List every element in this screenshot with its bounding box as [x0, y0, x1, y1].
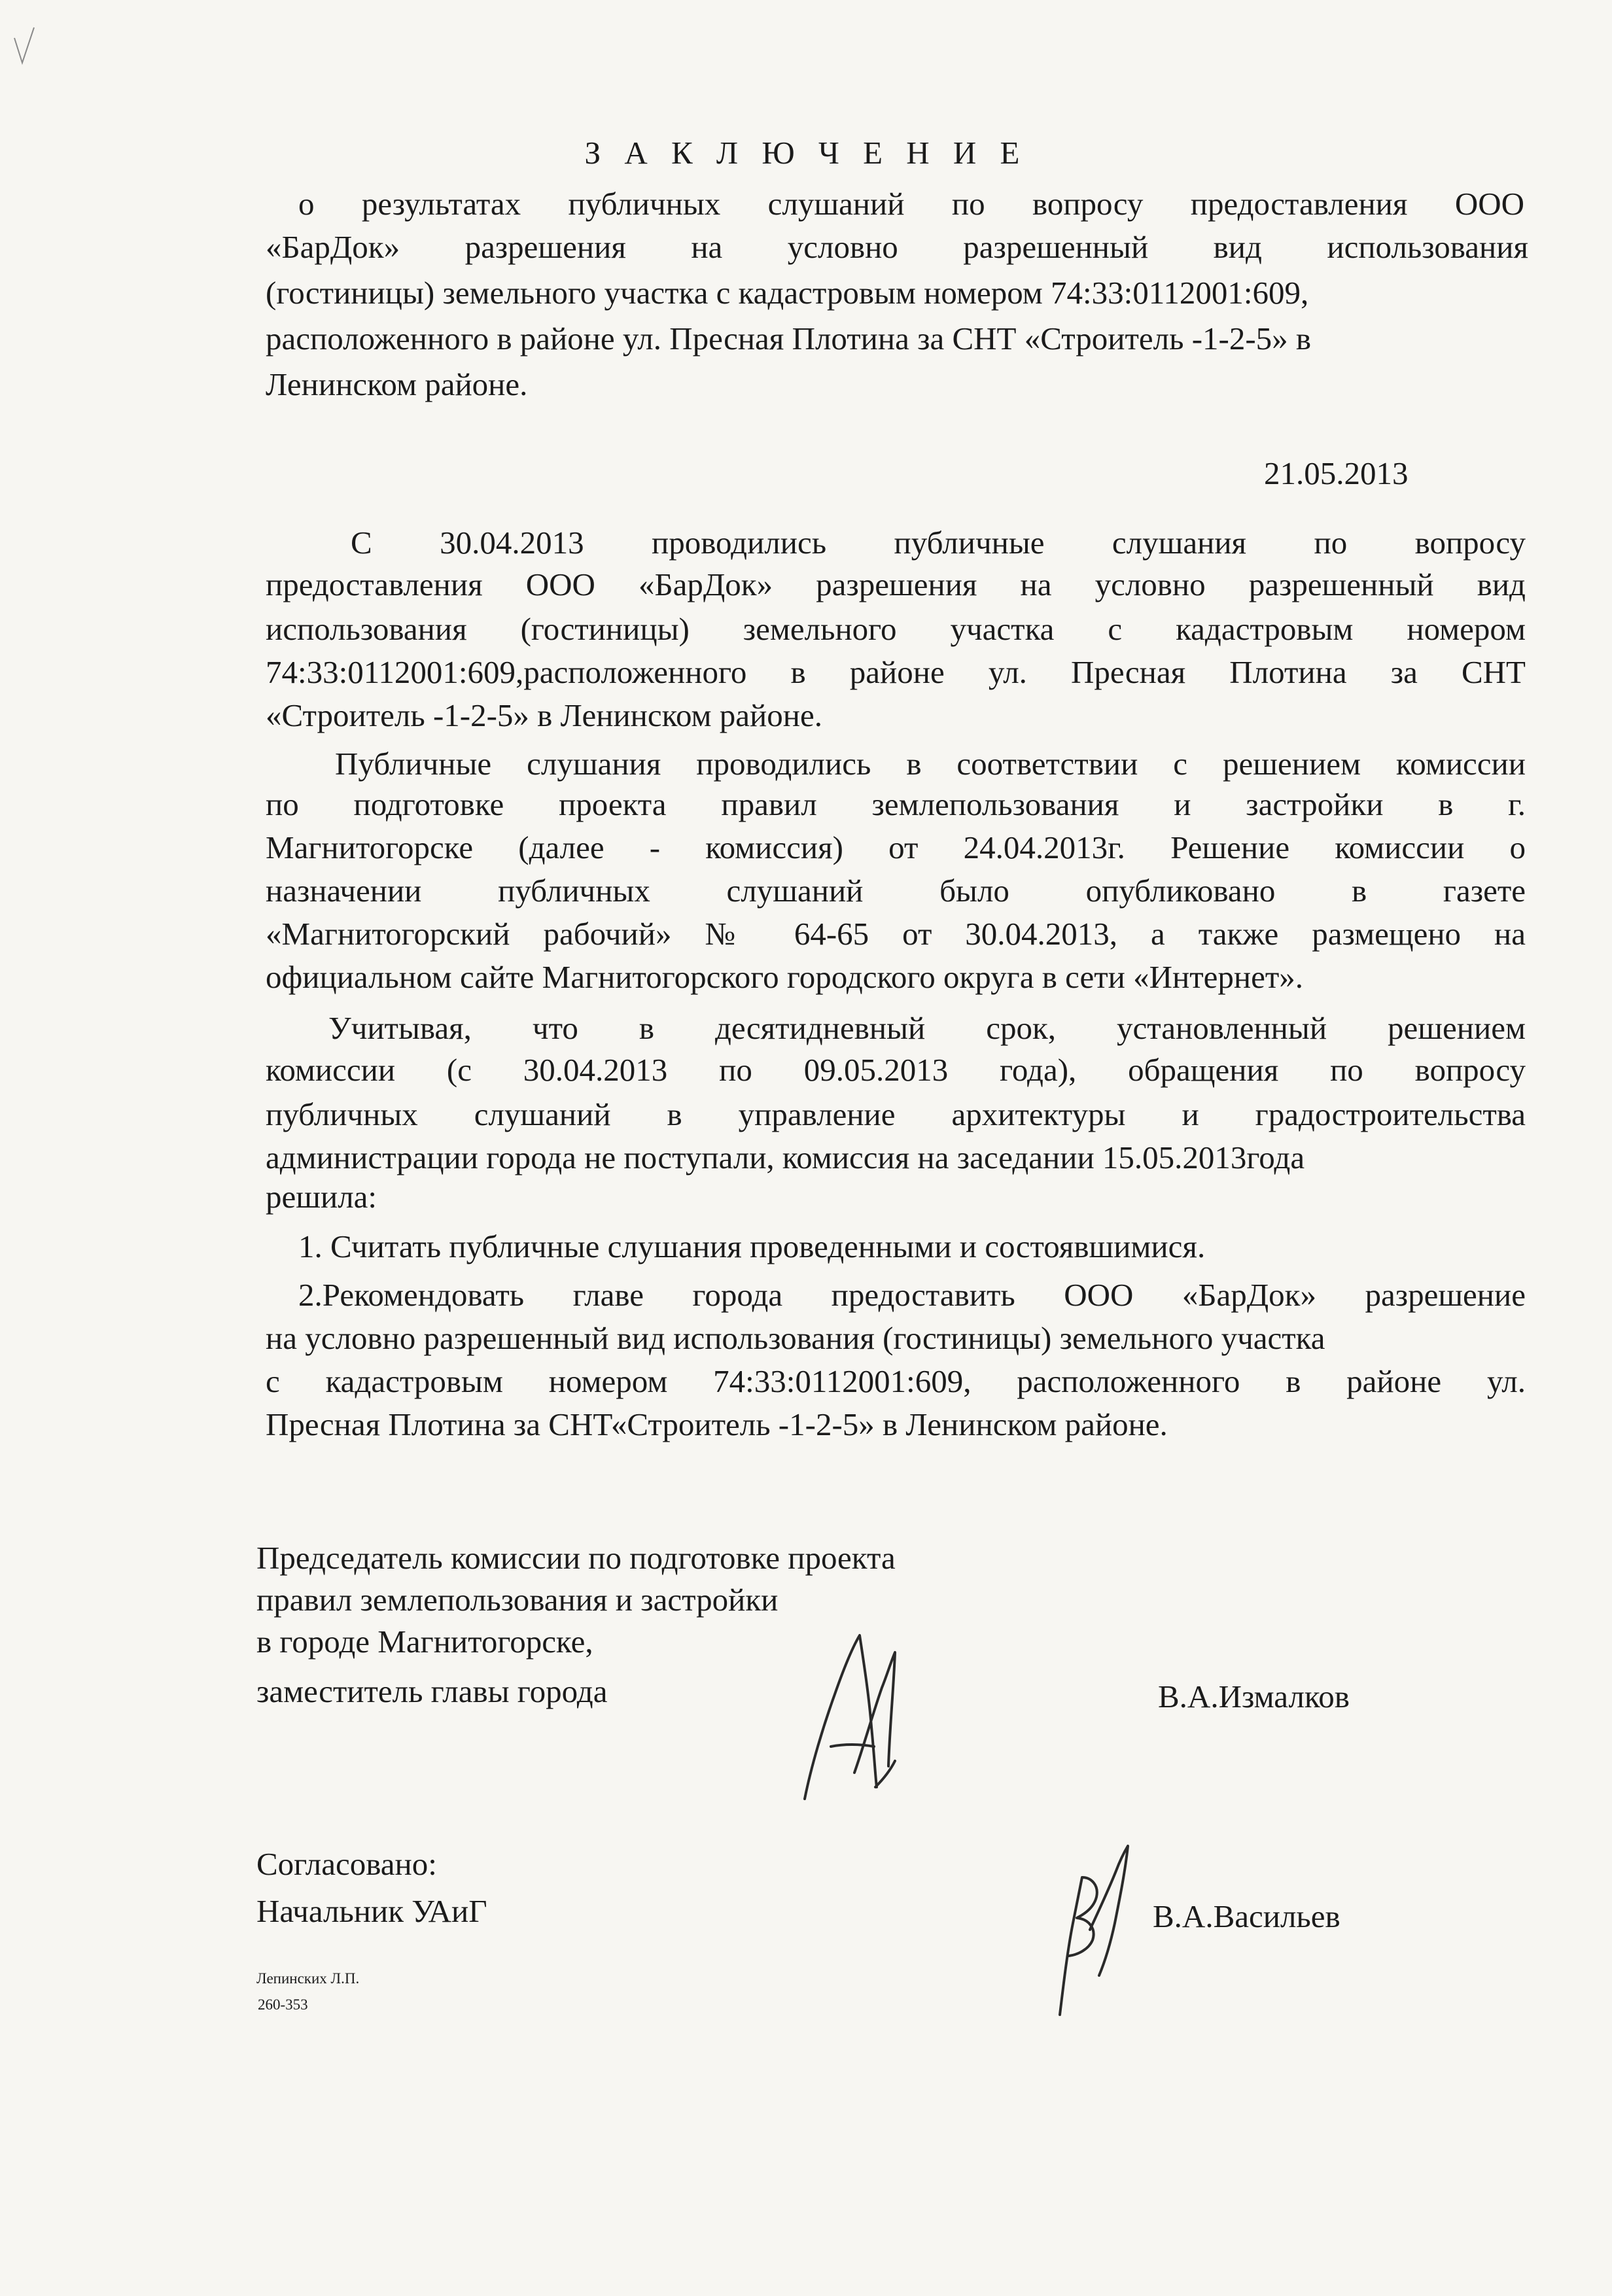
decision-item: Пресная Плотина за СНТ«Строитель -1-2-5» в Ленинском районе.	[266, 1406, 1168, 1442]
signatory-name: В.А.Измалков	[1158, 1679, 1350, 1714]
body-line: предоставления ООО «БарДок» разрешения на условно разрешенный вид	[266, 566, 1526, 602]
approval-label: Согласовано:	[256, 1846, 437, 1882]
subject-line: «БарДок» разрешения на условно разрешенный вид использования	[266, 229, 1528, 265]
subject-line: о результатах публичных слушаний по вопросу предоставления ООО	[298, 186, 1524, 222]
body-line: комиссии (с 30.04.2013 по 09.05.2013 года), обращения по вопросу	[266, 1052, 1526, 1088]
body-line: Магнитогорске (далее - комиссия) от 24.04.2013г. Решение комиссии о	[266, 829, 1526, 865]
body-line: назначении публичных слушаний было опубликовано в газете	[266, 873, 1526, 909]
signature-vasiliev	[1034, 1832, 1138, 2031]
signatory-title-line: заместитель главы города	[256, 1673, 608, 1709]
body-line: публичных слушаний в управление архитектуры и градостроительства	[266, 1096, 1526, 1132]
document-title: З А К Л Ю Ч Е Н И Е	[584, 135, 1028, 171]
body-line: «Магнитогорский рабочий» № 64-65 от 30.04.2013, а также размещено на	[266, 916, 1526, 952]
decision-item: 1. Считать публичные слушания проведенными и состоявшимися.	[298, 1228, 1206, 1264]
document-date: 21.05.2013	[1264, 455, 1409, 491]
decision-item: на условно разрешенный вид использования (гостиницы) земельного участка	[266, 1320, 1325, 1356]
body-line: 74:33:0112001:609,расположенного в районе ул. Пресная Плотина за СНТ	[266, 654, 1526, 690]
executor-name: Лепинских Л.П.	[256, 1970, 360, 1987]
decision-item: 2.Рекомендовать главе города предоставить ООО «БарДок» разрешение	[298, 1277, 1526, 1313]
body-line: Публичные слушания проводились в соответствии с решением комиссии	[335, 746, 1526, 782]
subject-line: Ленинском районе.	[266, 366, 528, 402]
approver-name: В.А.Васильев	[1153, 1898, 1340, 1934]
body-line: по подготовке проекта правил землепользования и застройки в г.	[266, 786, 1526, 822]
body-line: Учитывая, что в десятидневный срок, установленный решением	[328, 1010, 1526, 1046]
body-line: решила:	[266, 1179, 377, 1215]
body-line: администрации города не поступали, комиссия на заседании 15.05.2013года	[266, 1139, 1305, 1175]
body-line: С 30.04.2013 проводились публичные слушания по вопросу	[351, 525, 1526, 561]
corner-check-mark	[12, 25, 38, 74]
body-line: использования (гостиницы) земельного участка с кадастровым номером	[266, 611, 1526, 647]
body-line: «Строитель -1-2-5» в Ленинском районе.	[266, 697, 822, 733]
approval-position: Начальник УАиГ	[256, 1893, 487, 1929]
signatory-title-line: Председатель комиссии по подготовке проекта	[256, 1540, 896, 1576]
decision-item: с кадастровым номером 74:33:0112001:609, расположенного в районе ул.	[266, 1363, 1526, 1399]
executor-phone: 260-353	[258, 1996, 308, 2013]
body-line: официальном сайте Магнитогорского городского округа в сети «Интернет».	[266, 959, 1303, 995]
subject-line: (гостиницы) земельного участка с кадастровым номером 74:33:0112001:609,	[266, 275, 1309, 311]
subject-line: расположенного в районе ул. Пресная Плотина за СНТ «Строитель -1-2-5» в	[266, 321, 1312, 357]
signatory-title-line: правил землепользования и застройки	[256, 1582, 779, 1618]
signatory-title-line: в городе Магнитогорске,	[256, 1624, 593, 1660]
signature-izmalkov	[792, 1616, 909, 1815]
